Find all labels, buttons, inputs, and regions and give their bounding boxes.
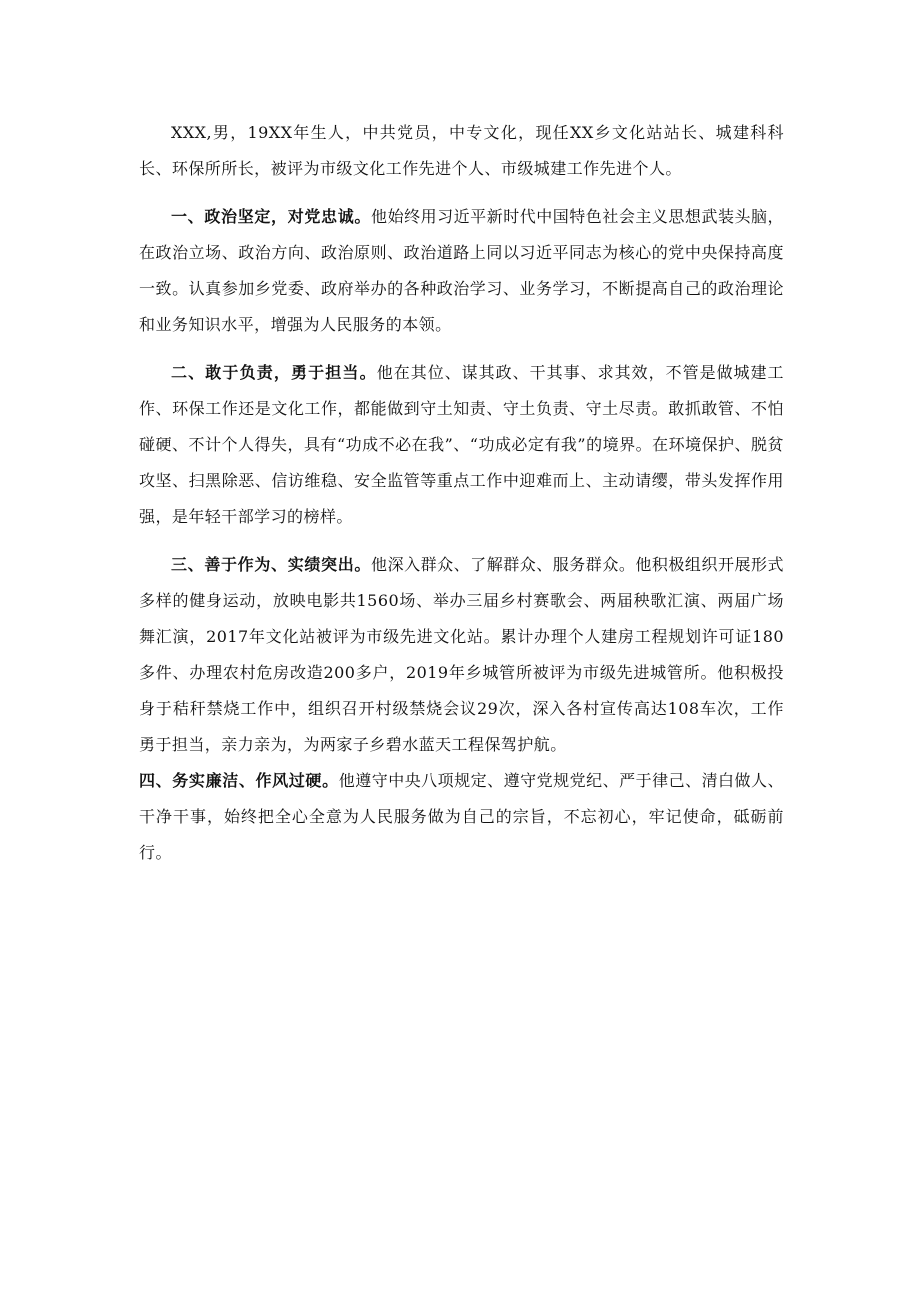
section-paragraph-1 — [139, 199, 784, 343]
section-paragraph-3 — [139, 547, 784, 763]
section-heading-2: 二、敢于负责，勇于担当。 — [171, 363, 377, 382]
section-body-2: 他在其位、谋其政、干其事、求其效，不管是做城建工作、环保工作还是文化工作，都能做到守土知责、守土负责、守土尽责。敢抓敢管、不怕碰硬、不计个人得失，具有“功成不必在我”、“功成必定有我”的境界。在环境保护、脱贫攻坚、扫黑除恶、信访维稳、安全监管等重点工作中迎难而上、主动请缨，带头发挥作用强，是年轻干部学习的榜样。 — [139, 363, 784, 526]
section-paragraph-2 — [139, 355, 784, 535]
section-heading-3: 三、善于作为、实绩突出。 — [171, 555, 372, 574]
section-heading-4: 四、务实廉洁、作风过硬。 — [139, 771, 339, 790]
section-heading-1: 一、政治坚定，对党忠诚。 — [171, 207, 372, 226]
section-body-1: 他始终用习近平新时代中国特色社会主义思想武装头脑，在政治立场、政治方向、政治原则、政治道路上同以习近平同志为核心的党中央保持高度一致。认真参加乡党委、政府举办的各种政治学习、业务学习，不断提高自己的政治理论和业务知识水平，增强为人民服务的本领。 — [139, 207, 784, 334]
section-body-4: 他遵守中央八项规定、遵守党规党纪、严于律己、清白做人、干净干事，始终把全心全意为人民服务做为自己的宗旨，不忘初心，牢记使命，砥砺前行。 — [139, 771, 784, 862]
section-paragraph-4 — [139, 763, 784, 871]
section-body-3: 他深入群众、了解群众、服务群众。他积极组织开展形式多样的健身运动，放映电影共1560场、举办三届乡村赛歌会、两届秧歌汇演、两届广场舞汇演，2017年文化站被评为市级先进文化站。累计办理个人建房工程规划许可证180多件、办理农村危房改造200多户，2019年乡城管所被评为市级先进城管所。他积极投身于秸秆禁烧工作中，组织召开村级禁烧会议29次，深入各村宣传高达108车次，工作勇于担当，亲力亲为，为两家子乡碧水蓝天工程保驾护航。 — [139, 555, 784, 754]
document-body — [139, 115, 784, 871]
intro-text: XXX,男，19XX年生人，中共党员，中专文化，现任XX乡文化站站长、城建科科长、环保所所长，被评为市级文化工作先进个人、市级城建工作先进个人。 — [139, 123, 784, 178]
intro-paragraph — [139, 115, 784, 187]
